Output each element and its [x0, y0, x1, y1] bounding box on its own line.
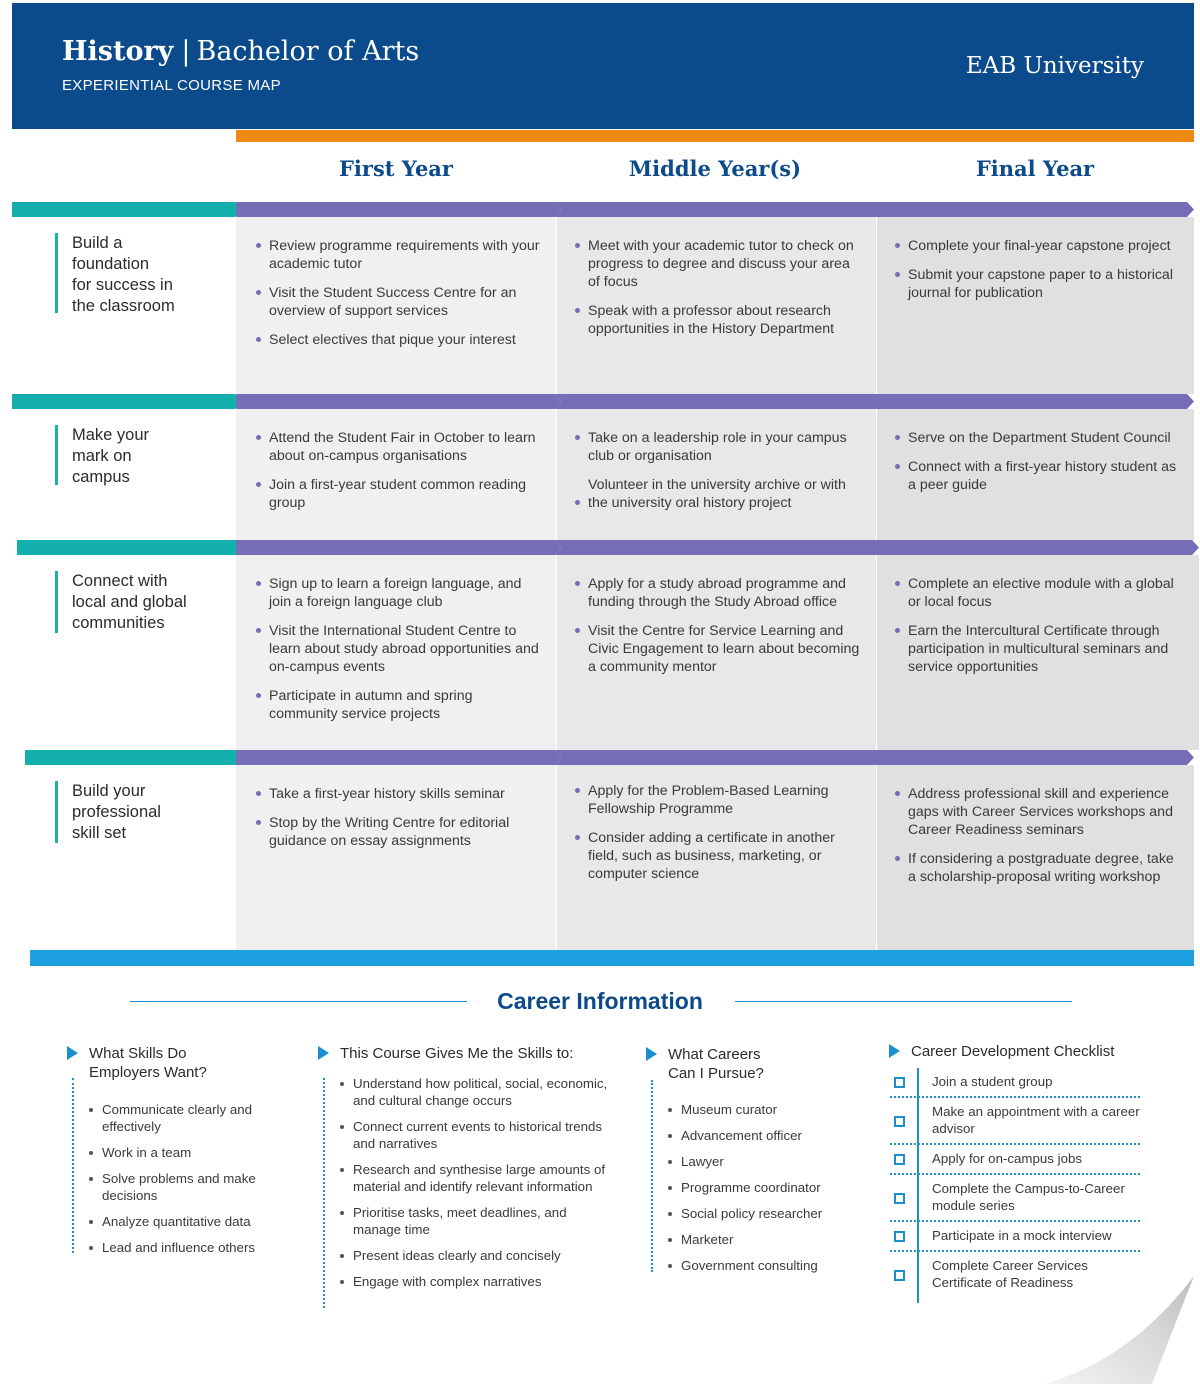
triangle-bullet-icon: [318, 1046, 329, 1060]
activity-cell: [236, 409, 556, 540]
checkbox-icon[interactable]: [894, 1231, 905, 1242]
activity-item: Meet with your academic tutor to check on progress to degree and discuss your area of focus: [575, 237, 860, 291]
list-item: Connect current events to historical trends and narratives: [340, 1118, 610, 1152]
activity-cell: [877, 217, 1194, 394]
checklist-item[interactable]: Complete Career Services Certificate of Readiness: [890, 1252, 1140, 1297]
skills-list: [89, 1101, 274, 1265]
checkbox-icon[interactable]: [894, 1116, 905, 1127]
row-band-purple: [555, 540, 885, 555]
list-item: Museum curator: [668, 1101, 858, 1118]
row-band-teal: [17, 540, 243, 555]
list-item: Research and synthesise large amounts of material and identify relevant information: [340, 1161, 610, 1195]
activity-item: Review programme requirements with your academic tutor: [256, 237, 540, 273]
row-band-purple: [875, 750, 1194, 765]
column-title-final-year: Final Year: [975, 156, 1095, 181]
row-band-purple: [875, 540, 1199, 555]
row-band-purple: [236, 394, 562, 409]
row-band-teal: [12, 394, 242, 409]
row-band-purple: [236, 202, 562, 217]
activity-item: Participate in autumn and spring community service projects: [256, 687, 540, 723]
activity-item: Speak with a professor about research opportunities in the History Department: [575, 302, 860, 338]
checklist-item[interactable]: Participate in a mock interview: [890, 1222, 1140, 1252]
row-band-purple: [236, 750, 562, 765]
orange-strip-first: [236, 130, 558, 142]
header-banner: [12, 3, 1194, 129]
row-band-purple: [555, 394, 885, 409]
careers-list: [668, 1101, 858, 1283]
column-title-middle-years: Middle Year(s): [628, 156, 802, 181]
activity-item: Earn the Intercultural Certificate through participation in multicultural seminars and service opportunities: [895, 622, 1183, 676]
row-band-purple: [875, 202, 1194, 217]
activity-item: Take on a leadership role in your campus club or organisation: [575, 429, 860, 465]
activity-item: Take a first-year history skills seminar: [256, 785, 540, 803]
activity-item: Visit the Centre for Service Learning and Civic Engagement to learn about becoming a community mentor: [575, 622, 860, 676]
career-checklist: [890, 1068, 1140, 1297]
activity-item: Consider adding a certificate in another field, such as business, marketing, or computer science: [575, 829, 860, 883]
activity-item: Submit your capstone paper to a historical journal for publication: [895, 266, 1178, 302]
activity-item: Apply for a study abroad programme and funding through the Study Abroad office: [575, 575, 860, 611]
activity-item: Address professional skill and experience gaps with Career Services workshops and Career Readiness seminars: [895, 785, 1178, 839]
checklist-item[interactable]: Complete the Campus-to-Career module series: [890, 1175, 1140, 1222]
row-label: Build a foundation for success in the classroom: [55, 233, 175, 313]
triangle-bullet-icon: [646, 1047, 657, 1061]
list-item: Understand how political, social, economic, and cultural change occurs: [340, 1075, 610, 1109]
row-band-purple: [555, 750, 885, 765]
row-label: Connect with local and global communities: [55, 571, 187, 633]
dotted-rule: [651, 1080, 653, 1272]
activity-item: Complete an elective module with a global or local focus: [895, 575, 1183, 611]
checklist-heading: Career Development Checklist: [911, 1042, 1114, 1061]
list-item: Solve problems and make decisions: [89, 1170, 274, 1204]
activity-item: Join a first-year student common reading group: [256, 476, 540, 512]
list-item: Present ideas clearly and concisely: [340, 1247, 610, 1264]
careers-heading: What Careers Can I Pursue?: [668, 1045, 764, 1083]
triangle-bullet-icon: [67, 1046, 78, 1060]
checklist-item[interactable]: Join a student group: [890, 1068, 1140, 1098]
activity-item: If considering a postgraduate degree, take a scholarship-proposal writing workshop: [895, 850, 1178, 886]
row-band-purple: [555, 202, 885, 217]
degree-title: Bachelor of Arts: [196, 36, 420, 67]
row-band-teal: [25, 750, 243, 765]
list-item: Communicate clearly and effectively: [89, 1101, 274, 1135]
career-title-rule-right: [735, 1001, 1072, 1002]
orange-strip-middle: [558, 130, 878, 142]
activity-item: Select electives that pique your interest: [256, 331, 540, 349]
list-item: Engage with complex narratives: [340, 1273, 610, 1290]
list-item: Programme coordinator: [668, 1179, 858, 1196]
activity-item: Connect with a first-year history student as a peer guide: [895, 458, 1178, 494]
list-item: Government consulting: [668, 1257, 858, 1274]
checkbox-icon[interactable]: [894, 1077, 905, 1088]
triangle-bullet-icon: [889, 1044, 900, 1058]
course-skills-heading: This Course Gives Me the Skills to:: [340, 1044, 573, 1063]
page-subtitle: EXPERIENTIAL COURSE MAP: [62, 77, 281, 94]
title-separator: |: [181, 36, 191, 67]
activity-item: Serve on the Department Student Council: [895, 429, 1178, 447]
subject-title: History: [62, 36, 174, 67]
activity-cell: [557, 217, 876, 394]
activity-item: Visit the International Student Centre to learn about study abroad opportunities and on-campus events: [256, 622, 540, 676]
row-band-teal: [12, 202, 242, 217]
checkbox-icon[interactable]: [894, 1193, 905, 1204]
orange-strip-final: [878, 130, 1194, 142]
activity-cell: [557, 765, 876, 950]
career-section-title: Career Information: [497, 988, 703, 1014]
page-title: [62, 36, 419, 67]
dotted-rule: [323, 1078, 325, 1308]
activity-cell: [236, 765, 556, 950]
activity-item: Volunteer in the university archive or with the university oral history project: [575, 476, 860, 512]
activity-item: Visit the Student Success Centre for an overview of support services: [256, 284, 540, 320]
list-item: Advancement officer: [668, 1127, 858, 1144]
row-label: Make your mark on campus: [55, 425, 149, 485]
list-item: Social policy researcher: [668, 1205, 858, 1222]
activity-item: Apply for the Problem-Based Learning Fellowship Programme: [575, 782, 860, 818]
activity-item: Sign up to learn a foreign language, and join a foreign language club: [256, 575, 540, 611]
row-label: Build your professional skill set: [55, 781, 161, 843]
column-title-first-year: First Year: [339, 156, 453, 181]
row-band-purple: [236, 540, 562, 555]
checklist-item[interactable]: Apply for on-campus jobs: [890, 1145, 1140, 1175]
activity-cell: [236, 217, 556, 394]
skills-heading: What Skills Do Employers Want?: [89, 1044, 207, 1082]
list-item: Marketer: [668, 1231, 858, 1248]
activity-item: Stop by the Writing Centre for editorial guidance on essay assignments: [256, 814, 540, 850]
row-band-purple: [875, 394, 1194, 409]
list-item: Lawyer: [668, 1153, 858, 1170]
list-item: Work in a team: [89, 1144, 274, 1161]
activity-cell: [877, 765, 1194, 950]
list-item: Lead and influence others: [89, 1239, 274, 1256]
checkbox-icon[interactable]: [894, 1154, 905, 1165]
dotted-rule: [72, 1078, 74, 1253]
activity-cell: [557, 555, 876, 750]
activity-cell: [557, 409, 876, 540]
activity-item: Complete your final-year capstone project: [895, 237, 1178, 255]
activity-cell: [236, 555, 556, 750]
list-item: Analyze quantitative data: [89, 1213, 274, 1230]
checklist-item[interactable]: Make an appointment with a career advisor: [890, 1098, 1140, 1145]
page-curl-decoration: [1040, 1272, 1200, 1384]
list-item: Prioritise tasks, meet deadlines, and manage time: [340, 1204, 610, 1238]
course-skills-list: [340, 1075, 610, 1299]
activity-cell: [877, 555, 1199, 750]
checkbox-icon[interactable]: [894, 1270, 905, 1281]
section-divider-bar: [30, 950, 1194, 966]
activity-cell: [877, 409, 1194, 540]
university-name: EAB University: [965, 53, 1144, 79]
activity-item: Attend the Student Fair in October to learn about on-campus organisations: [256, 429, 540, 465]
